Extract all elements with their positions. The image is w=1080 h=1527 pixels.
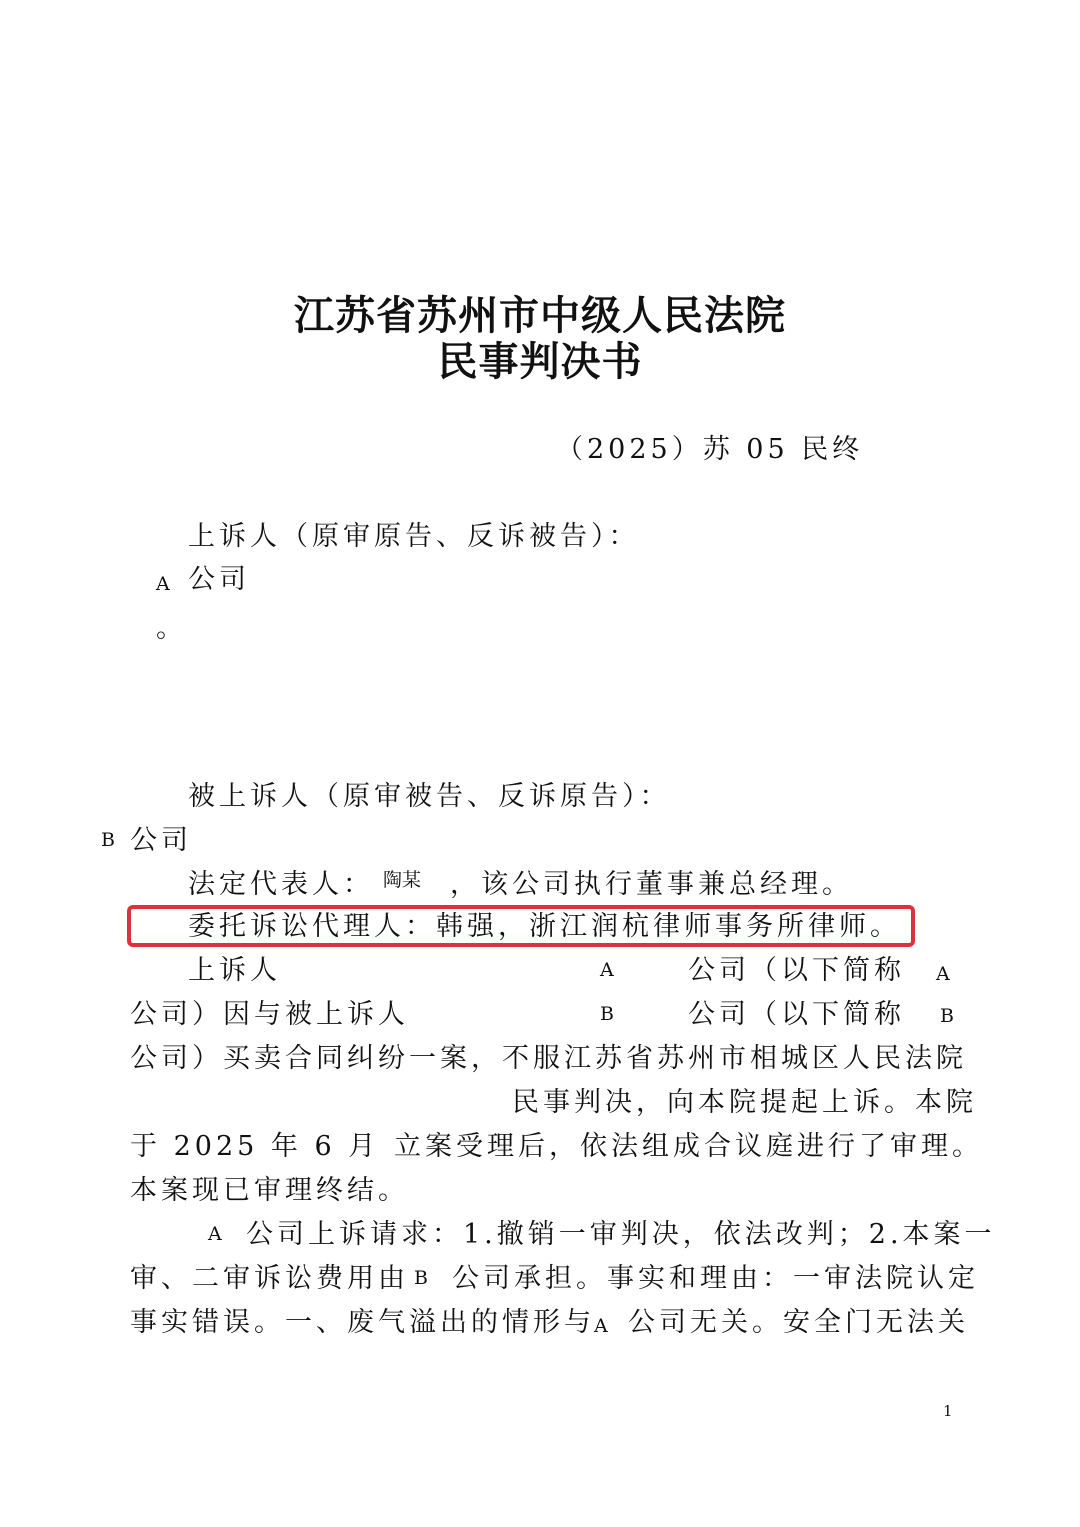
appellant-mark: A (156, 573, 170, 595)
page-number: 1 (943, 1402, 953, 1420)
agent-line: 委托诉讼代理人：韩强，浙江润杭律师事务所律师。 (188, 911, 901, 942)
appellee-mark: B (101, 829, 115, 851)
body-line-4: 民事判决，向本院提起上诉。本院 (512, 1087, 977, 1118)
document-type: 民事判决书 (437, 338, 643, 385)
appellant-name: 公司 (188, 564, 250, 595)
body-line-5a: 于 2025 年 6 月 (130, 1131, 380, 1162)
appellant-role: 上诉人（原审原告、反诉被告）： (188, 521, 640, 552)
p2-line-2a: 审、二审诉讼费用由 (130, 1263, 409, 1294)
body-line-6: 本案现已审理终结。 (130, 1175, 409, 1206)
p2-line-3-mark: A (594, 1315, 608, 1337)
appellee-name: 公司 (130, 825, 192, 856)
body-line-1-mark: A (600, 959, 614, 981)
court-name: 江苏省苏州市中级人民法院 (294, 292, 786, 339)
body-line-5b: 立案受理后，依法组成合议庭进行了审理。 (394, 1131, 983, 1162)
body-line-2-mark: B (600, 1003, 614, 1025)
body-line-1b: 公司（以下简称 (688, 955, 905, 986)
body-line-2b: 公司（以下简称 (688, 999, 905, 1030)
legal-rep-label: 法定代表人： (188, 869, 374, 900)
appellant-trail: 。 (156, 613, 187, 644)
legal-rep-name: 陶某 (383, 869, 422, 891)
appellee-role: 被上诉人（原审被告、反诉原告）： (188, 781, 671, 812)
p2-line-3a: 事实错误。一、废气溢出的情形与 (130, 1307, 595, 1338)
body-line-1a: 上诉人 (188, 955, 281, 986)
p2-line-2b: 公司承担。事实和理由：一审法院认定 (452, 1263, 979, 1294)
body-line-1-mark2: A (936, 963, 950, 985)
body-line-3: 公司）买卖合同纠纷一案，不服江苏省苏州市相城区人民法院 (130, 1043, 967, 1074)
p2-line-2-mark: B (414, 1267, 428, 1289)
case-number: （2025）苏 05 民终 (556, 434, 864, 465)
body-line-2-mark2: B (940, 1005, 954, 1027)
p2-line-3b: 公司无关。安全门无法关 (628, 1307, 969, 1338)
body-line-2a: 公司）因与被上诉人 (130, 999, 409, 1030)
legal-rep-desc: ，该公司执行董事兼总经理。 (450, 869, 853, 900)
p2-line-1: 公司上诉请求：1.撤销一审判决，依法改判；2.本案一 (246, 1219, 996, 1250)
p2-mark: A (208, 1223, 222, 1245)
